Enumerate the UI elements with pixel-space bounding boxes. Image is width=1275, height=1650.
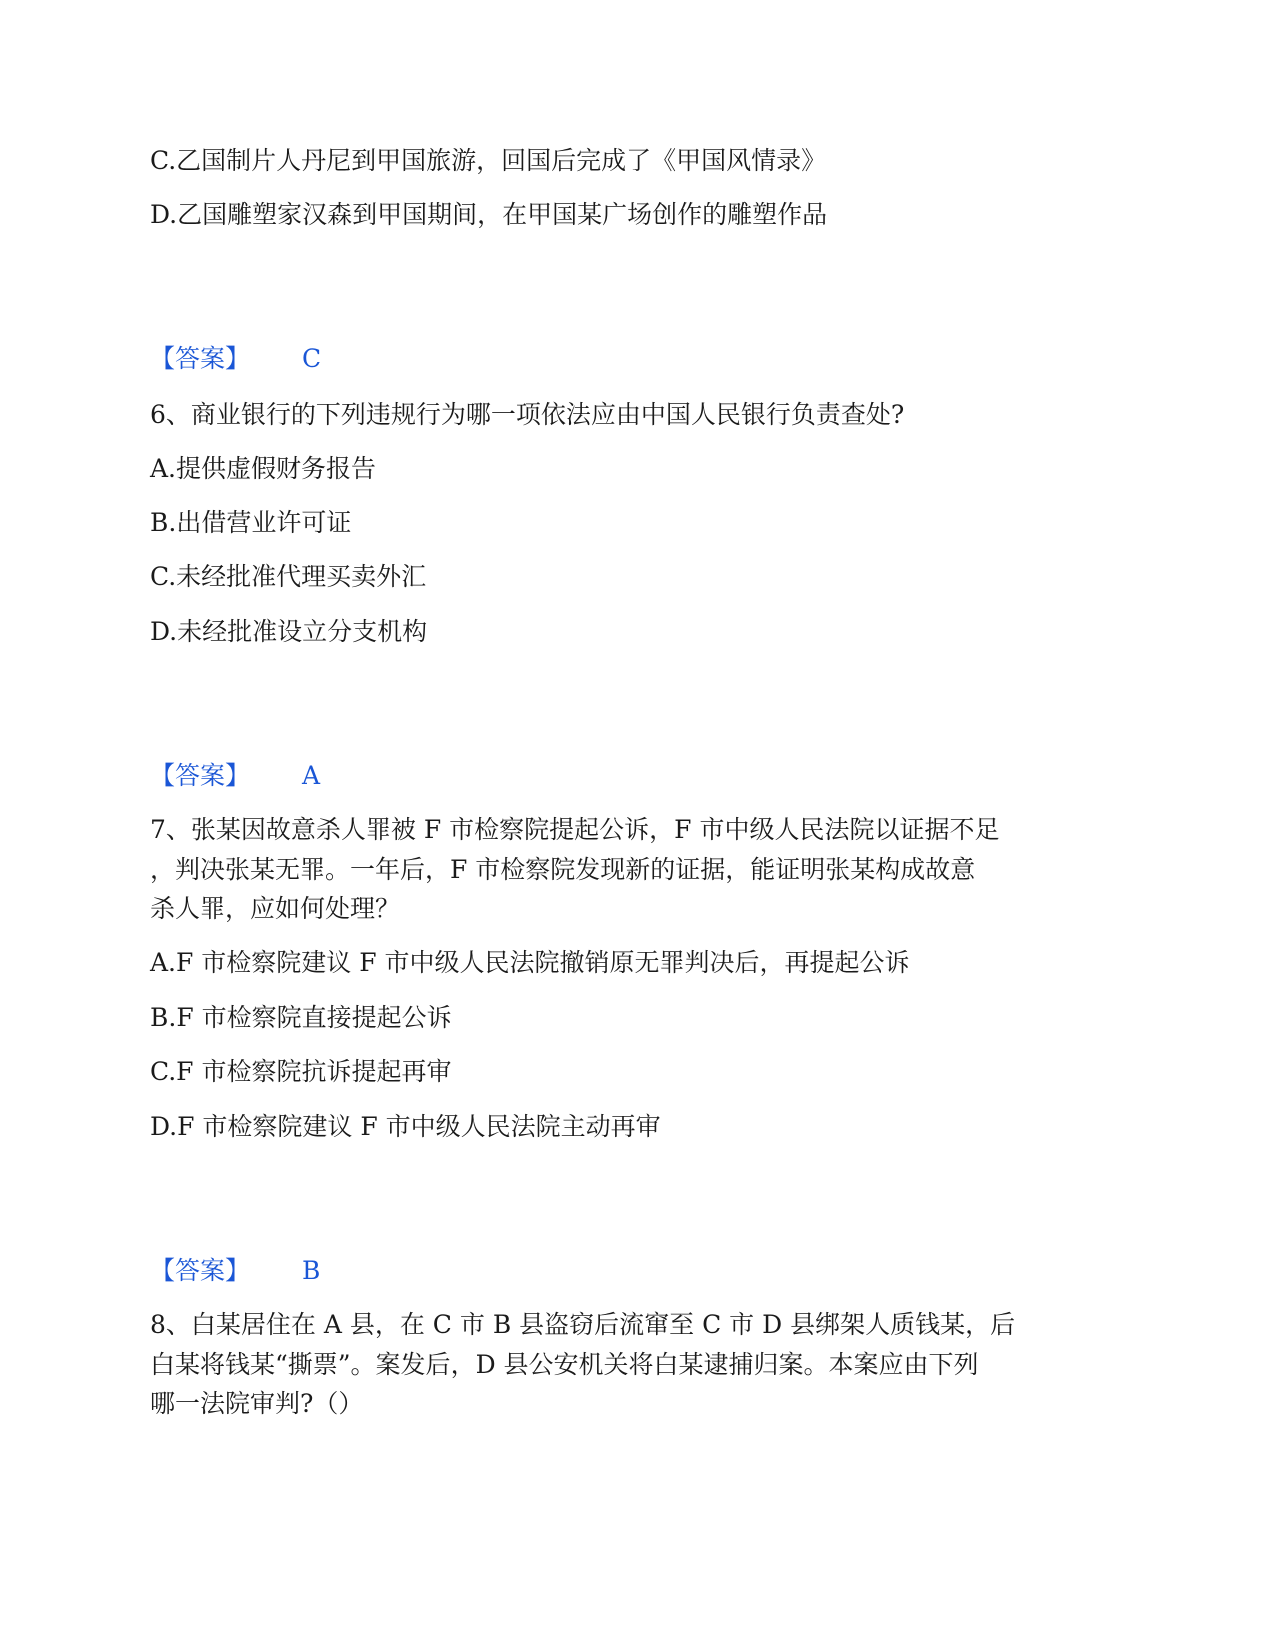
q6-option-c: C.未经批准代理买卖外汇: [150, 562, 427, 591]
answer-value: B: [302, 1256, 321, 1285]
q7-stem-line-3: 杀人罪，应如何处理？: [150, 894, 401, 923]
q7-stem-line-2: ，判决张某无罪。一年后，F 市检察院发现新的证据，能证明张某构成故意: [150, 855, 976, 884]
answer-label: 【答案】: [150, 1256, 251, 1285]
q8-stem-line-2: 白某将钱某“撕票”。案发后，D 县公安机关将白某逮捕归案。本案应由下列: [150, 1350, 979, 1379]
answer-label: 【答案】: [150, 761, 251, 790]
q6-option-a: A.提供虚假财务报告: [150, 454, 377, 483]
q5-option-c: C.乙国制片人丹尼到甲国旅游，回国后完成了《甲国风情录》: [150, 146, 827, 175]
q6-option-d: D.未经批准设立分支机构: [150, 617, 428, 646]
q6-stem: 6、商业银行的下列违规行为哪一项依法应由中国人民银行负责查处?: [150, 400, 905, 429]
q7-option-b: B.F 市检察院直接提起公诉: [150, 1003, 452, 1032]
answer-value: A: [302, 761, 321, 790]
q7-option-c: C.F 市检察院抗诉提起再审: [150, 1057, 452, 1086]
q6-answer: [150, 761, 320, 791]
q5-answer: [150, 344, 321, 374]
q6-option-b: B.出借营业许可证: [150, 508, 352, 537]
answer-value: C: [302, 344, 322, 373]
q8-stem-line-3: 哪一法院审判?（）: [150, 1389, 364, 1418]
answer-label: 【答案】: [150, 344, 251, 373]
q8-stem-line-1: 8、白某居住在 A 县，在 C 市 B 县盗窃后流窜至 C 市 D 县绑架人质钱某，后: [150, 1310, 1016, 1339]
q7-option-a: A.F 市检察院建议 F 市中级人民法院撤销原无罪判决后，再提起公诉: [150, 948, 910, 977]
q7-answer: [150, 1256, 320, 1286]
q7-option-d: D.F 市检察院建议 F 市中级人民法院主动再审: [150, 1112, 661, 1141]
q5-option-d: D.乙国雕塑家汉森到甲国期间，在甲国某广场创作的雕塑作品: [150, 200, 828, 229]
q7-stem-line-1: 7、张某因故意杀人罪被 F 市检察院提起公诉，F 市中级人民法院以证据不足: [150, 815, 1000, 844]
